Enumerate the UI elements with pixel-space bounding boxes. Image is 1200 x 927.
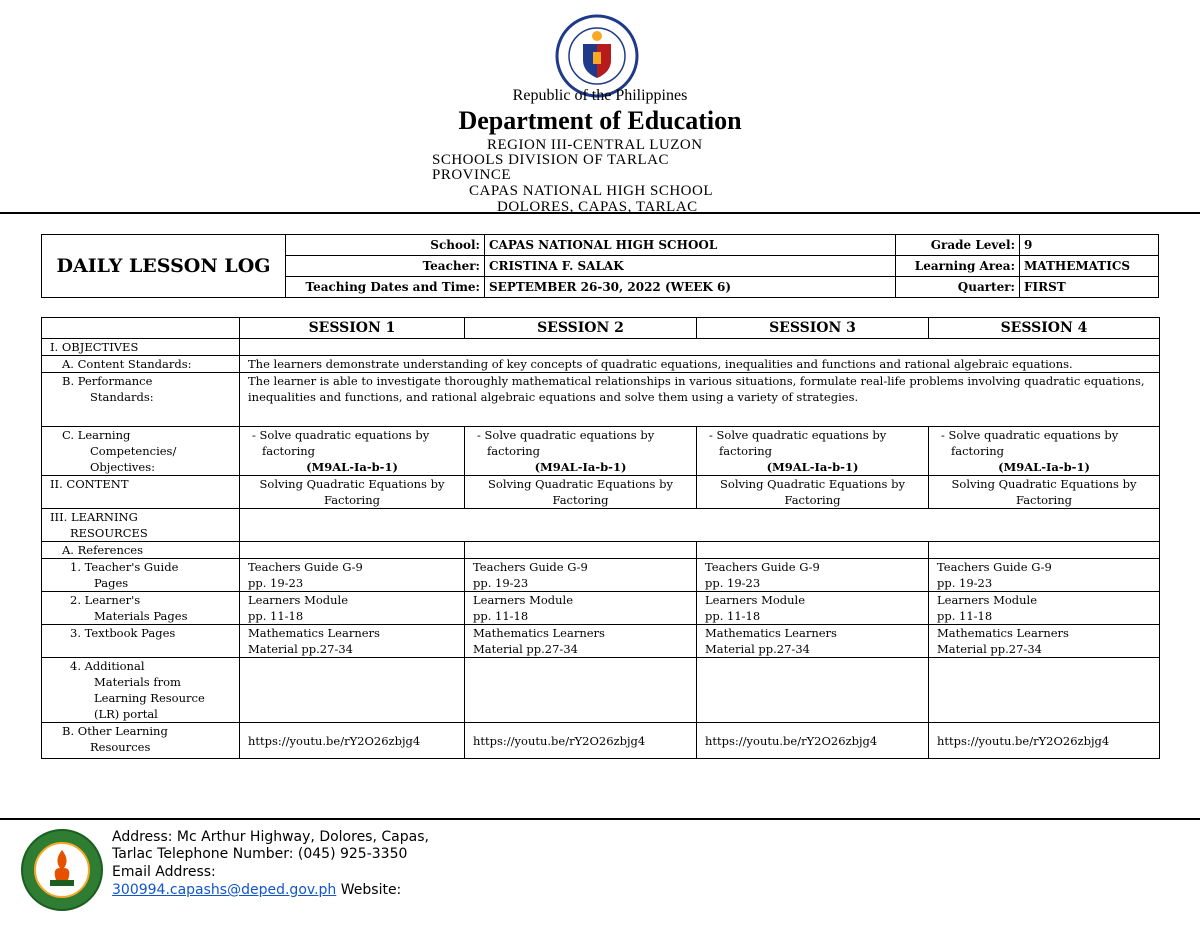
content-standards-label: A. Content Standards: [42, 356, 240, 373]
content-session-1: Solving Quadratic Equations by Factoring [240, 476, 465, 509]
competency-text: - Solve quadratic equations by factoring [709, 428, 887, 458]
quarter-label: Quarter: [896, 277, 1020, 298]
lm-line2: pp. 11-18 [937, 609, 993, 623]
competency-session-1 [240, 427, 465, 476]
tg-line2: pp. 19-23 [248, 576, 304, 590]
daily-lesson-log-title: DAILY LESSON LOG [42, 235, 286, 298]
learning-resources-label [42, 509, 240, 542]
video-link-session-1[interactable]: https://youtu.be/rY2O26zbjg4 [240, 723, 465, 759]
email-link[interactable]: 300994.capashs@deped.gov.ph [112, 882, 337, 898]
additional-session-3 [697, 658, 929, 723]
tg-line1: Teachers Guide G-9 [248, 560, 363, 574]
references-label: A. References [42, 542, 240, 559]
tg-line2: pp. 19-23 [937, 576, 993, 590]
competency-text: - Solve quadratic equations by factoring [477, 428, 655, 458]
competencies-label-line2: Competencies/ [90, 444, 177, 458]
tb-line1: Mathematics Learners [705, 626, 837, 640]
competency-code: (M9AL-Ia-b-1) [306, 460, 398, 474]
competency-session-3 [697, 427, 929, 476]
session-2-header: SESSION 2 [465, 318, 697, 339]
tb-line1: Mathematics Learners [248, 626, 380, 640]
tg-line1: Teachers Guide G-9 [705, 560, 820, 574]
teachers-guide-label [42, 559, 240, 592]
lm-line1: Learners Module [473, 593, 574, 607]
add-label-line1: 4. Additional [70, 659, 145, 673]
competency-code: (M9AL-Ia-b-1) [534, 460, 627, 474]
tg-line1: Teachers Guide G-9 [473, 560, 588, 574]
tb-line2: Material pp.27-34 [937, 642, 1042, 656]
lm-line2: pp. 11-18 [248, 609, 304, 623]
region-text: REGION III-CENTRAL LUZON [487, 137, 703, 153]
teachers-guide-session-4 [929, 559, 1160, 592]
republic-text: Republic of the Philippines [512, 87, 688, 104]
teachers-guide-session-1 [240, 559, 465, 592]
footer-divider [0, 818, 1200, 820]
competency-code: (M9AL-Ia-b-1) [766, 460, 859, 474]
textbook-session-2 [465, 625, 697, 658]
references-session-2 [465, 542, 697, 559]
grade-level-value: 9 [1020, 235, 1159, 256]
additional-session-1 [240, 658, 465, 723]
references-session-4 [929, 542, 1160, 559]
other-label-line1: B. Other Learning [62, 724, 168, 738]
tg-label-line1: 1. Teacher's Guide [70, 560, 179, 574]
school-address-header: DOLORES, CAPAS, TARLAC [497, 199, 698, 212]
corner-cell [42, 318, 240, 339]
footer-email-row [112, 882, 401, 898]
session-3-header: SESSION 3 [697, 318, 929, 339]
footer-email-label: Email Address: [112, 864, 216, 880]
tb-line2: Material pp.27-34 [705, 642, 810, 656]
competency-code: (M9AL-Ia-b-1) [998, 460, 1090, 474]
division-text-line2: PROVINCE [432, 167, 512, 183]
additional-session-2 [465, 658, 697, 723]
other-label-line2: Resources [90, 740, 151, 754]
tb-line1: Mathematics Learners [937, 626, 1069, 640]
video-link-session-3[interactable]: https://youtu.be/rY2O26zbjg4 [697, 723, 929, 759]
add-label-line2: Materials from [94, 675, 181, 689]
performance-standards-label [42, 373, 240, 427]
teacher-value: CRISTINA F. SALAK [485, 256, 896, 277]
teaching-dates-value: SEPTEMBER 26-30, 2022 (WEEK 6) [485, 277, 896, 298]
department-title: Department of Education [458, 106, 742, 135]
learning-resources-cell [240, 509, 1160, 542]
video-link-session-2[interactable]: https://youtu.be/rY2O26zbjg4 [465, 723, 697, 759]
session-1-header: SESSION 1 [240, 318, 465, 339]
header-divider [0, 212, 1200, 214]
lm-label-line1: 2. Learner's [70, 593, 141, 607]
lm-line1: Learners Module [937, 593, 1038, 607]
lm-line1: Learners Module [248, 593, 349, 607]
content-session-4: Solving Quadratic Equations by Factoring [929, 476, 1160, 509]
teachers-guide-session-3 [697, 559, 929, 592]
resources-label-line2: RESOURCES [70, 526, 148, 540]
video-link-session-4[interactable]: https://youtu.be/rY2O26zbjg4 [929, 723, 1160, 759]
teacher-label: Teacher: [286, 256, 485, 277]
tg-label-line2: Pages [94, 576, 129, 590]
performance-standards-text: The learner is able to investigate thoroughly mathematical relationships in various situations, formulate real-life problems involving quadratic equations, inequalities and functions, and rational algebraic equations and solve them using a variety of strategies. [240, 373, 1160, 427]
learning-competencies-label [42, 427, 240, 476]
deped-seal-logo [555, 14, 639, 98]
tg-line2: pp. 19-23 [473, 576, 529, 590]
website-label: Website: [336, 882, 402, 898]
lesson-plan-table [41, 317, 1160, 759]
learners-materials-label [42, 592, 240, 625]
quarter-value: FIRST [1020, 277, 1159, 298]
objectives-cell [240, 339, 1160, 356]
add-label-line4: (LR) portal [94, 707, 158, 721]
learners-module-session-3 [697, 592, 929, 625]
learning-area-value: MATHEMATICS [1020, 256, 1159, 277]
other-resources-label [42, 723, 240, 759]
competency-session-2 [465, 427, 697, 476]
lm-line2: pp. 11-18 [705, 609, 761, 623]
resources-label-line1: III. LEARNING [50, 510, 138, 524]
footer-telephone: Tarlac Telephone Number: (045) 925-3350 [112, 846, 408, 862]
performance-label-line1: B. Performance [62, 374, 153, 388]
tb-line2: Material pp.27-34 [248, 642, 353, 656]
lm-line1: Learners Module [705, 593, 806, 607]
learners-module-session-2 [465, 592, 697, 625]
references-session-1 [240, 542, 465, 559]
learning-area-label: Learning Area: [896, 256, 1020, 277]
content-label: II. CONTENT [42, 476, 240, 509]
textbook-session-4 [929, 625, 1160, 658]
teaching-dates-label: Teaching Dates and Time: [286, 277, 485, 298]
competency-text: - Solve quadratic equations by factoring [252, 428, 430, 458]
content-standards-text: The learners demonstrate understanding of key concepts of quadratic equations, inequalities and functions and rational algebraic equations. [240, 356, 1160, 373]
textbook-session-1 [240, 625, 465, 658]
textbook-pages-label: 3. Textbook Pages [42, 625, 240, 658]
competency-text: - Solve quadratic equations by factoring [941, 428, 1119, 458]
tb-line1: Mathematics Learners [473, 626, 605, 640]
school-label: School: [286, 235, 485, 256]
school-value: CAPAS NATIONAL HIGH SCHOOL [485, 235, 896, 256]
performance-label-line2: Standards: [90, 390, 154, 404]
tb-line2: Material pp.27-34 [473, 642, 578, 656]
grade-level-label: Grade Level: [896, 235, 1020, 256]
division-text-line1: SCHOOLS DIVISION OF TARLAC [432, 152, 669, 168]
learners-module-session-4 [929, 592, 1160, 625]
teachers-guide-session-2 [465, 559, 697, 592]
learners-module-session-1 [240, 592, 465, 625]
tg-line2: pp. 19-23 [705, 576, 761, 590]
objectives-label: I. OBJECTIVES [42, 339, 240, 356]
lm-line2: pp. 11-18 [473, 609, 529, 623]
textbook-session-3 [697, 625, 929, 658]
footer-address: Address: Mc Arthur Highway, Dolores, Capas, [112, 829, 429, 845]
lm-label-line2: Materials Pages [94, 609, 188, 623]
school-seal-logo [20, 828, 104, 912]
tg-line1: Teachers Guide G-9 [937, 560, 1052, 574]
lesson-log-info-table [41, 234, 1159, 298]
content-session-3: Solving Quadratic Equations by Factoring [697, 476, 929, 509]
school-name-header: CAPAS NATIONAL HIGH SCHOOL [469, 183, 713, 199]
add-label-line3: Learning Resource [94, 691, 205, 705]
session-4-header: SESSION 4 [929, 318, 1160, 339]
competency-session-4 [929, 427, 1160, 476]
additional-materials-label [42, 658, 240, 723]
references-session-3 [697, 542, 929, 559]
additional-session-4 [929, 658, 1160, 723]
content-session-2: Solving Quadratic Equations by Factoring [465, 476, 697, 509]
competencies-label-line1: C. Learning [62, 428, 131, 442]
competencies-label-line3: Objectives: [90, 460, 155, 474]
